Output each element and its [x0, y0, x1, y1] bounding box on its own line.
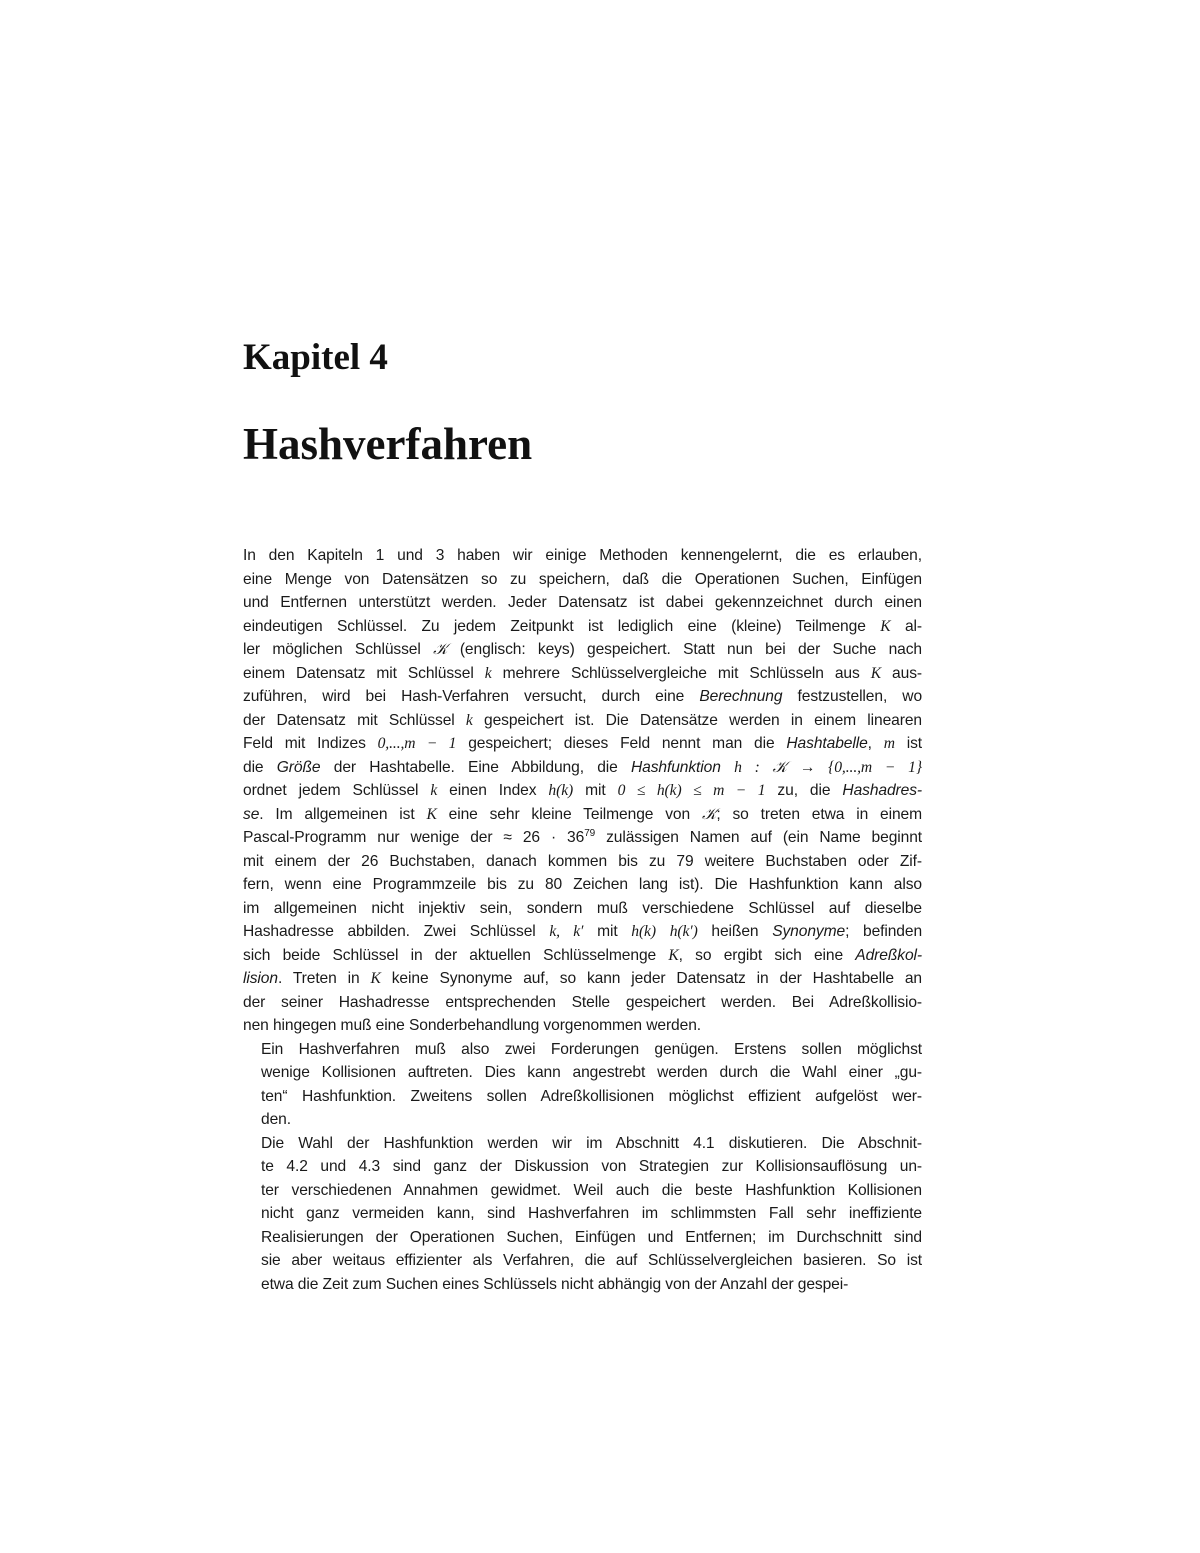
text-line — [243, 826, 922, 850]
text-line — [243, 944, 922, 968]
text-segment: sie aber weitaus effizienter als Verfahren, die auf Schlüsselvergleichen basieren. So ist — [261, 1252, 922, 1269]
text-segment: etwa die Zeit zum Suchen eines Schlüssels nicht abhängig von der Anzahl der gespei- — [261, 1275, 849, 1293]
text-line — [243, 1202, 922, 1226]
text-line — [243, 1014, 922, 1038]
text-segment: nen hingegen muß eine Sonderbehandlung vorgenommen werden. — [243, 1017, 702, 1034]
text-segment: und Entfernen unterstützt werden. Jeder Datensatz ist dabei gekennzeichnet durch einen — [243, 594, 922, 611]
text-line — [243, 568, 922, 592]
text-line — [243, 1061, 922, 1085]
text-segment: Die Wahl der Hashfunktion werden wir im Abschnitt 4.1 diskutieren. Die Abschnit- — [261, 1134, 922, 1152]
text-segment: eindeutigen Schlüssel. Zu jedem Zeitpunkt ist lediglich eine (kleine) Teilmenge — [243, 617, 881, 635]
text-segment: aus- — [881, 664, 922, 682]
emphasized-term: Hashtabelle — [786, 735, 868, 752]
text-segment: die — [243, 758, 277, 776]
text-segment: gespeichert; dieses Feld nennt man die — [456, 735, 787, 752]
text-segment: (englisch: keys) gespeichert. Statt nun bei der Suche nach — [447, 641, 922, 658]
text-line — [243, 1179, 922, 1203]
paragraph — [243, 1038, 922, 1132]
text-segment: zu, die — [765, 782, 843, 799]
text-segment: al- — [890, 617, 922, 635]
emphasized-term: Größe — [276, 758, 321, 776]
text-segment: , — [867, 735, 884, 752]
text-line — [243, 1038, 922, 1062]
text-segment: mit einem der 26 Buchstaben, danach kommen bis zu 79 weitere Buchstaben oder Zif- — [243, 852, 922, 870]
text-line — [243, 638, 922, 662]
math-expression: K — [370, 970, 381, 987]
text-line — [243, 897, 922, 921]
text-segment: ; so treten etwa in einem — [716, 805, 922, 823]
text-segment: mit — [573, 782, 618, 799]
text-segment: 79 — [584, 827, 596, 839]
emphasized-term: Synonyme — [772, 923, 846, 940]
text-line — [243, 615, 922, 639]
math-expression: k — [465, 711, 473, 729]
text-line — [243, 685, 922, 709]
math-expression: 𝒦 — [701, 805, 717, 823]
text-line — [243, 1226, 922, 1250]
math-expression: k — [484, 664, 492, 682]
text-line — [243, 1155, 922, 1179]
text-segment: festzustellen, wo — [782, 688, 922, 705]
text-segment: Feld mit Indizes — [243, 735, 378, 752]
text-segment: der seiner Hashadresse entsprechenden Stelle gespeichert werden. Bei Adreßkollisio- — [243, 993, 922, 1011]
text-segment: keine Synonyme auf, so kann jeder Datensatz in der Hashtabelle an — [380, 970, 922, 987]
text-line — [243, 1132, 922, 1156]
math-expression: 0,...,m − 1 — [377, 735, 457, 752]
chapter-body — [243, 544, 922, 1296]
text-segment: Realisierungen der Operationen Suchen, Einfügen und Entfernen; im Durchschnitt sind — [261, 1228, 922, 1246]
text-segment: mehrere Schlüsselvergleiche mit Schlüsseln aus — [491, 664, 871, 682]
text-line — [243, 591, 922, 615]
text-segment: der Hashtabelle. Eine Abbildung, die — [320, 758, 631, 776]
math-expression: h(k) — [548, 782, 574, 799]
text-segment: eine sehr kleine Teilmenge von — [436, 805, 702, 823]
math-expression: m — [883, 735, 895, 752]
paragraph — [243, 544, 922, 1038]
text-line — [243, 544, 922, 568]
text-segment: ; befinden — [845, 923, 922, 940]
text-line — [243, 662, 922, 686]
text-line — [243, 1108, 922, 1132]
text-segment: , so ergibt sich eine — [678, 946, 856, 964]
text-segment — [656, 923, 670, 940]
text-segment: mit — [583, 923, 632, 940]
math-expression: k, k′ — [549, 923, 584, 940]
text-line — [243, 709, 922, 733]
text-line — [243, 803, 922, 827]
text-line — [243, 732, 922, 756]
emphasized-term: se — [243, 805, 260, 823]
paragraph — [243, 1132, 922, 1297]
text-segment: im allgemeinen nicht injektiv sein, sondern muß verschiedene Schlüssel auf dieselbe — [243, 899, 922, 917]
emphasized-term: Hashfunktion — [630, 758, 721, 776]
emphasized-term: Berechnung — [699, 688, 783, 705]
text-segment: zuführen, wird bei Hash-Verfahren versucht, durch eine — [243, 688, 700, 705]
math-expression: k — [430, 782, 438, 799]
text-line — [243, 991, 922, 1015]
text-segment: Ein Hashverfahren muß also zwei Forderungen genügen. Erstens sollen möglichst — [261, 1040, 922, 1058]
text-line — [243, 779, 922, 803]
text-segment: eine Menge von Datensätzen so zu speichern, daß die Operationen Suchen, Einfügen — [243, 570, 922, 588]
text-line — [243, 756, 922, 780]
text-line — [243, 967, 922, 991]
text-line — [243, 1085, 922, 1109]
emphasized-term: Hashadres- — [842, 782, 922, 799]
text-segment: . Treten in — [277, 970, 371, 987]
text-segment: ordnet jedem Schlüssel — [243, 782, 431, 799]
text-line — [243, 920, 922, 944]
text-segment: zulässigen Namen auf (ein Name beginnt — [595, 829, 922, 846]
text-segment: der Datensatz mit Schlüssel — [243, 711, 466, 729]
math-expression: 𝒦 — [433, 641, 448, 658]
text-segment: ter verschiedenen Annahmen gewidmet. Weil auch die beste Hashfunktion Kollisionen — [261, 1181, 922, 1199]
text-line — [243, 850, 922, 874]
text-segment: . Im allgemeinen ist — [259, 805, 427, 823]
math-expression: K — [426, 805, 437, 823]
text-segment — [721, 759, 734, 776]
text-segment: sich beide Schlüssel in der aktuellen Schlüsselmenge — [243, 946, 669, 964]
text-segment: In den Kapiteln 1 und 3 haben wir einige Methoden kennengelernt, die es erlauben, — [243, 547, 922, 564]
text-segment: gespeichert ist. Die Datensätze werden in einem linearen — [472, 711, 922, 729]
math-expression: K — [880, 617, 891, 635]
text-segment: te 4.2 und 4.3 sind ganz der Diskussion von Strategien zur Kollisionsauflösung un- — [261, 1158, 922, 1175]
text-segment: einem Datensatz mit Schlüssel — [243, 664, 485, 682]
text-segment: ist — [894, 735, 922, 752]
text-segment: den. — [261, 1111, 291, 1128]
text-line — [243, 1273, 922, 1297]
text-segment: Hashadresse abbilden. Zwei Schlüssel — [243, 923, 550, 940]
text-segment: nicht ganz vermeiden kann, sind Hashverfahren im schlimmsten Fall sehr ineffiziente — [261, 1205, 922, 1222]
text-line — [243, 1249, 922, 1273]
math-expression: K — [668, 946, 679, 964]
math-expression: h : 𝒦 → {0,...,m − 1} — [734, 758, 922, 776]
text-line — [243, 873, 922, 897]
emphasized-term: Adreßkol- — [855, 946, 922, 964]
math-expression: 0 ≤ h(k) ≤ m − 1 — [617, 782, 766, 799]
text-segment: wenige Kollisionen auftreten. Dies kann angestrebt werden durch die Wahl einer „gu- — [261, 1064, 922, 1081]
text-segment: einen Index — [437, 782, 549, 799]
chapter-title: Hashverfahren — [243, 419, 533, 469]
text-segment: Pascal-Programm nur wenige der ≈ 26 · 36 — [243, 829, 585, 846]
math-expression: h(k′) — [669, 923, 698, 940]
math-expression: K — [870, 664, 882, 682]
chapter-number: Kapitel 4 — [243, 337, 388, 378]
math-expression: h(k) — [631, 923, 656, 940]
text-segment: ler möglichen Schlüssel — [243, 641, 434, 658]
text-segment: fern, wenn eine Programmzeile bis zu 80 Zeichen lang ist). Die Hashfunktion kann also — [243, 876, 922, 893]
emphasized-term: lision — [243, 970, 278, 987]
text-segment: ten“ Hashfunktion. Zweitens sollen Adreßkollisionen möglichst effizient aufgelöst wer- — [261, 1087, 922, 1105]
text-segment: heißen — [697, 923, 773, 940]
